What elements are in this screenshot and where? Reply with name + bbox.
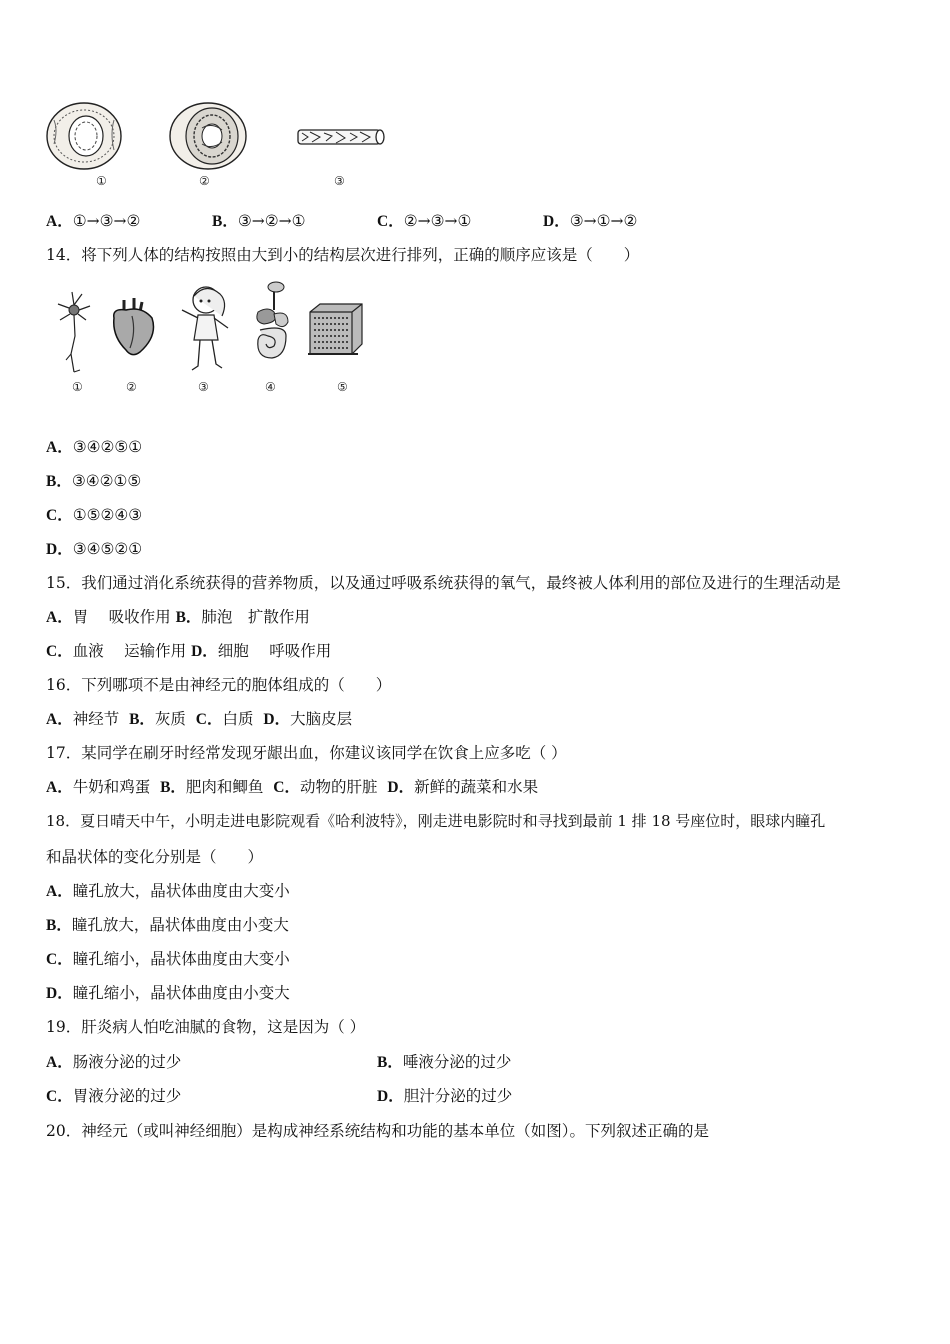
- q17-option-d[interactable]: D．新鲜的蔬菜和水果: [387, 778, 539, 796]
- q16-option-a[interactable]: A．神经节: [46, 710, 120, 728]
- girl-figure: [176, 282, 234, 376]
- q14-stem: 14．将下列人体的结构按照由大到小的结构层次进行排列，正确的顺序应该是（ ）: [46, 246, 640, 264]
- q16-option-c[interactable]: C．白质: [195, 710, 254, 728]
- q18-option-b[interactable]: B．瞳孔放大，晶状体曲度由小变大: [46, 916, 289, 934]
- q13-fig-caption-1: ①: [96, 174, 107, 188]
- q13-option-d[interactable]: D．③→①→②: [543, 212, 638, 230]
- vessel-artery-figure: [44, 100, 126, 172]
- q18-option-a[interactable]: A．瞳孔放大，晶状体曲度由大变小: [46, 882, 290, 900]
- q15-option-d[interactable]: D．细胞 呼吸作用: [191, 642, 332, 660]
- q15-options-line-1: [46, 607, 310, 628]
- q19-option-b[interactable]: B．唾液分泌的过少: [377, 1053, 512, 1071]
- q13-option-a[interactable]: A．①→③→②: [46, 212, 141, 230]
- q16-options: [46, 709, 352, 730]
- heart-figure: [108, 296, 158, 358]
- q14-fig-caption-3: ③: [198, 380, 209, 394]
- q18-stem-line-1: 18．夏日晴天中午，小明走进电影院观看《哈利波特》，刚走进电影院时和寻找到最前 1 排 18 号座位时，眼球内瞳孔: [46, 812, 826, 830]
- q15-option-c[interactable]: C．血液 运输作用: [46, 642, 187, 660]
- q19-option-d[interactable]: D．胆汁分泌的过少: [377, 1087, 513, 1105]
- q14-fig-caption-4: ④: [265, 380, 276, 394]
- q14-fig-caption-1: ①: [72, 380, 83, 394]
- q13-fig-caption-2: ②: [199, 174, 210, 188]
- q15-option-a[interactable]: A．胃 吸收作用: [46, 608, 171, 626]
- digestive-system-figure: [250, 280, 296, 364]
- neuron-figure: [54, 286, 94, 376]
- q20-stem: 20．神经元（或叫神经细胞）是构成神经系统结构和功能的基本单位（如图）。下列叙述正确的是: [46, 1122, 709, 1140]
- q15-stem: 15．我们通过消化系统获得的营养物质，以及通过呼吸系统获得的氧气，最终被人体利用的部位及进行的生理活动是: [46, 574, 841, 592]
- q18-stem-line-2: 和晶状体的变化分别是（ ）: [46, 848, 264, 866]
- q16-option-b[interactable]: B．灰质: [129, 710, 186, 728]
- q19-option-a[interactable]: A．肠液分泌的过少: [46, 1053, 182, 1071]
- q14-option-b[interactable]: B．③④②①⑤: [46, 472, 142, 490]
- q17-stem: 17．某同学在刷牙时经常发现牙龈出血，你建议该同学在饮食上应多吃（ ）: [46, 744, 567, 762]
- q15-option-b[interactable]: B．肺泡 扩散作用: [175, 608, 310, 626]
- q19-option-c[interactable]: C．胃液分泌的过少: [46, 1087, 182, 1105]
- q15-options-line-2: [46, 641, 331, 662]
- q14-option-c[interactable]: C．①⑤②④③: [46, 506, 143, 524]
- q13-fig-caption-3: ③: [334, 174, 345, 188]
- vessel-vein-figure: [166, 100, 250, 172]
- vessel-capillary-figure: [294, 124, 388, 152]
- q14-fig-caption-5: ⑤: [337, 380, 348, 394]
- q16-option-d[interactable]: D．大脑皮层: [263, 710, 353, 728]
- q17-option-c[interactable]: C．动物的肝脏: [273, 778, 378, 796]
- q19-stem: 19．肝炎病人怕吃油腻的食物，这是因为（ ）: [46, 1018, 366, 1036]
- q14-fig-caption-2: ②: [126, 380, 137, 394]
- tissue-figure: [306, 302, 364, 358]
- q16-stem: 16．下列哪项不是由神经元的胞体组成的（ ）: [46, 676, 392, 694]
- q18-option-c[interactable]: C．瞳孔缩小，晶状体曲度由大变小: [46, 950, 290, 968]
- q14-option-a[interactable]: A．③④②⑤①: [46, 438, 143, 456]
- q17-option-b[interactable]: B．肥肉和鲫鱼: [160, 778, 264, 796]
- q13-option-b[interactable]: B．③→②→①: [212, 212, 306, 230]
- q13-option-c[interactable]: C．②→③→①: [377, 212, 472, 230]
- q14-option-d[interactable]: D．③④⑤②①: [46, 540, 143, 558]
- q17-option-a[interactable]: A．牛奶和鸡蛋: [46, 778, 151, 796]
- q17-options: [46, 777, 538, 798]
- q18-option-d[interactable]: D．瞳孔缩小，晶状体曲度由小变大: [46, 984, 290, 1002]
